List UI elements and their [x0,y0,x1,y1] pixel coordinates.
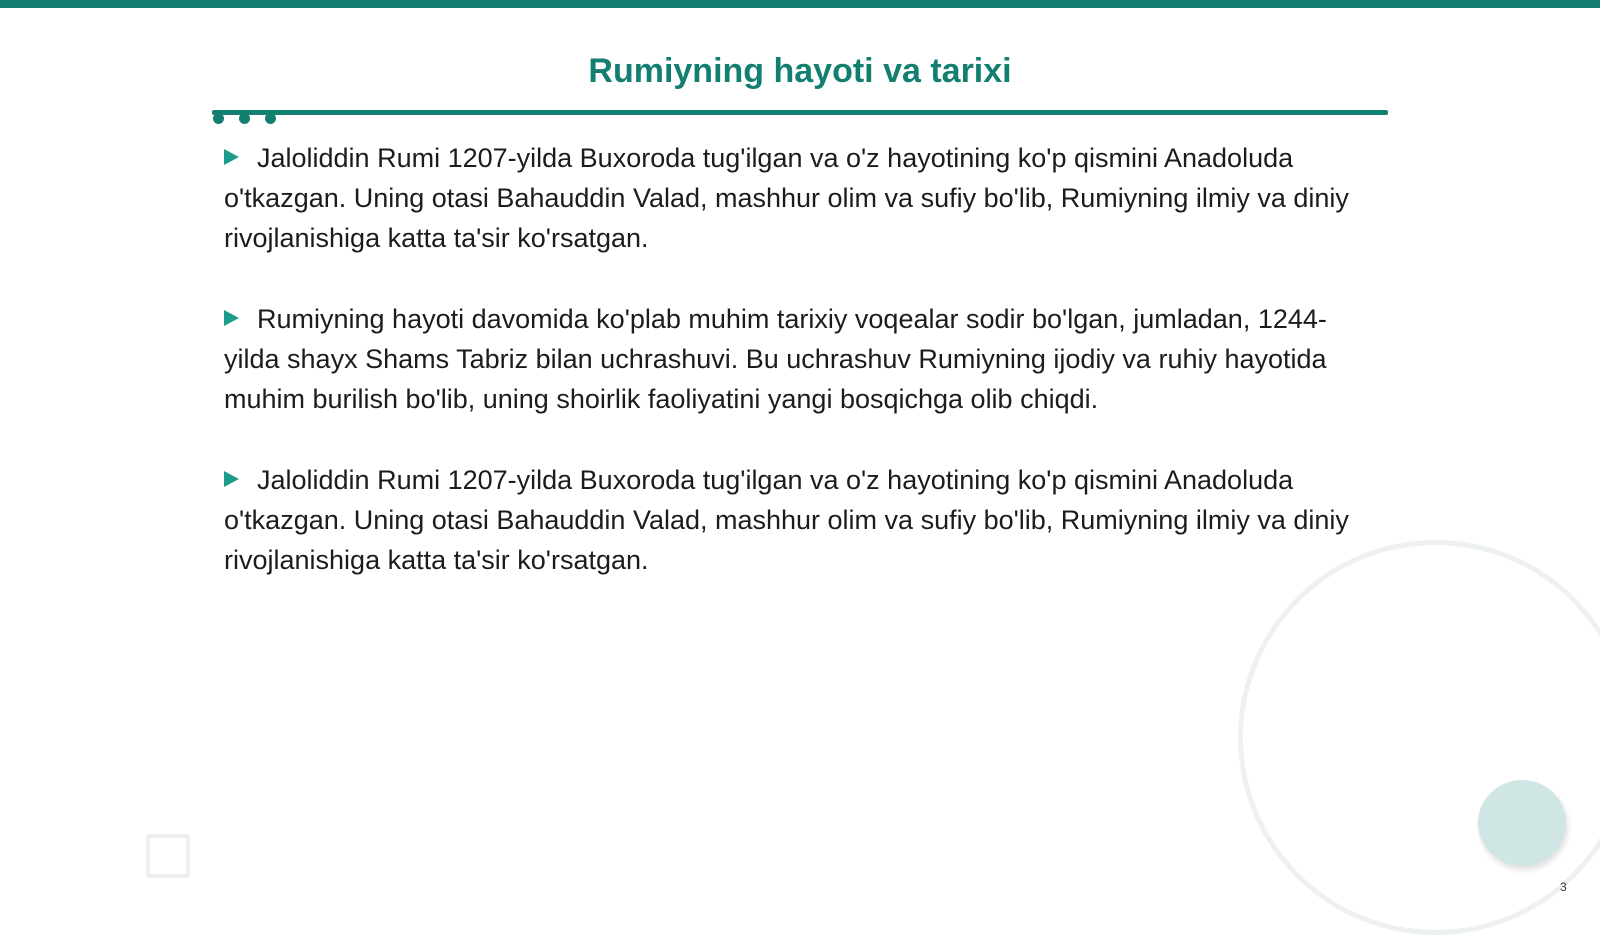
underline-dot [213,113,224,124]
bullet-text: Jaloliddin Rumi 1207-yilda Buxoroda tug'ilgan va o'z hayotining ko'p qismini Anadoluda o'tkazgan. Uning otasi Bahauddin Valad, mashhur olim va sufiy bo'lib, Rumiyning ilmiy va diniy rivojlanishiga katta ta'sir ko'rsatgan. [224,143,1349,253]
underline-dot [239,113,250,124]
bullet-list [224,138,1364,621]
decorative-square [146,834,190,878]
top-accent-bar [0,0,1600,8]
triangle-right-icon [224,310,239,326]
bullet-text: Rumiyning hayoti davomida ko'plab muhim tarixiy voqealar sodir bo'lgan, jumladan, 1244-yilda shayx Shams Tabriz bilan uchrashuvi. Bu uchrashuv Rumiyning ijodiy va ruhiy hayotida muhim burilish bo'lib, uning shoirlik faoliyatini yangi bosqichga olib chiqdi. [224,304,1327,414]
underline-dot [265,113,276,124]
triangle-right-icon [224,471,239,487]
decorative-circle [1478,780,1566,866]
bullet-item [224,460,1364,580]
slide-title: Rumiyning hayoti va tarixi [588,52,1012,90]
triangle-right-icon [224,149,239,165]
bullet-item [224,299,1364,419]
title-underline [212,110,1388,115]
bullet-text: Jaloliddin Rumi 1207-yilda Buxoroda tug'ilgan va o'z hayotining ko'p qismini Anadoluda o'tkazgan. Uning otasi Bahauddin Valad, mashhur olim va sufiy bo'lib, Rumiyning ilmiy va diniy rivojlanishiga katta ta'sir ko'rsatgan. [224,465,1349,575]
bullet-item [224,138,1364,258]
slide-number: 3 [1560,880,1567,894]
